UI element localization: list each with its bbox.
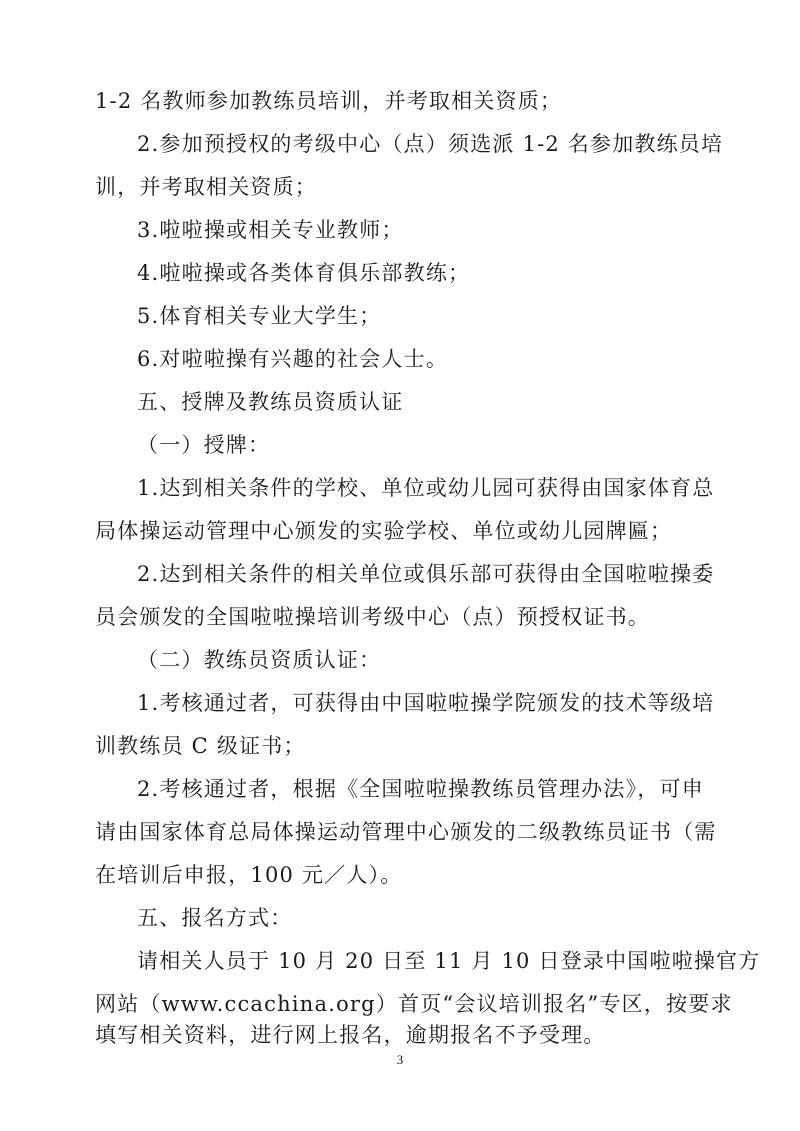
text-line-18: 请由国家体育总局体操运动管理中心颁发的二级教练员证书（需 bbox=[95, 820, 717, 844]
text-line-2: 2.参加预授权的考级中心（点）须选派 1-2 名参加教练员培 bbox=[137, 132, 724, 156]
page-number: 3 bbox=[396, 1052, 404, 1067]
text-line-17: 2.考核通过者，根据《全国啦啦操教练员管理办法》，可申 bbox=[137, 777, 704, 801]
text-line-6: 5.体育相关专业大学生； bbox=[137, 304, 382, 328]
section-heading-awards: 五、授牌及教练员资质认证 bbox=[137, 390, 404, 414]
text-line-3: 训，并考取相关资质； bbox=[95, 175, 317, 199]
text-line-15: 1.考核通过者，可获得由中国啦啦操学院颁发的技术等级培 bbox=[137, 691, 715, 715]
text-line-1: 1-2 名教师参加教练员培训，并考取相关资质； bbox=[95, 89, 563, 113]
text-line-11: 局体操运动管理中心颁发的实验学校、单位或幼儿园牌匾； bbox=[95, 519, 673, 543]
text-line-16: 训教练员 C 级证书； bbox=[95, 734, 306, 758]
text-line-12: 2.达到相关条件的相关单位或俱乐部可获得由全国啦啦操委 bbox=[137, 562, 715, 586]
text-line-7: 6.对啦啦操有兴趣的社会人士。 bbox=[137, 347, 449, 371]
text-line-22: 网站（www.ccachina.org）首页“会议培训报名”专区，按要求 bbox=[95, 992, 733, 1016]
text-line-19: 在培训后申报，100 元／人）。 bbox=[95, 863, 403, 887]
text-line-4: 3.啦啦操或相关专业教师； bbox=[137, 218, 404, 242]
section-heading-registration: 五、报名方式： bbox=[137, 906, 293, 930]
subheading-award-plaque: （一）授牌： bbox=[137, 433, 271, 457]
text-line-13: 员会颁发的全国啦啦操培训考级中心（点）预授权证书。 bbox=[95, 605, 650, 629]
text-line-21: 请相关人员于 10 月 20 日至 11 月 10 日登录中国啦啦操官方 bbox=[137, 949, 761, 973]
subheading-coach-certification: （二）教练员资质认证： bbox=[137, 648, 382, 672]
text-line-10: 1.达到相关条件的学校、单位或幼儿园可获得由国家体育总 bbox=[137, 476, 715, 500]
text-line-5: 4.啦啦操或各类体育俱乐部教练； bbox=[137, 261, 471, 285]
text-line-23: 填写相关资料，进行网上报名，逾期报名不予受理。 bbox=[95, 1023, 606, 1047]
